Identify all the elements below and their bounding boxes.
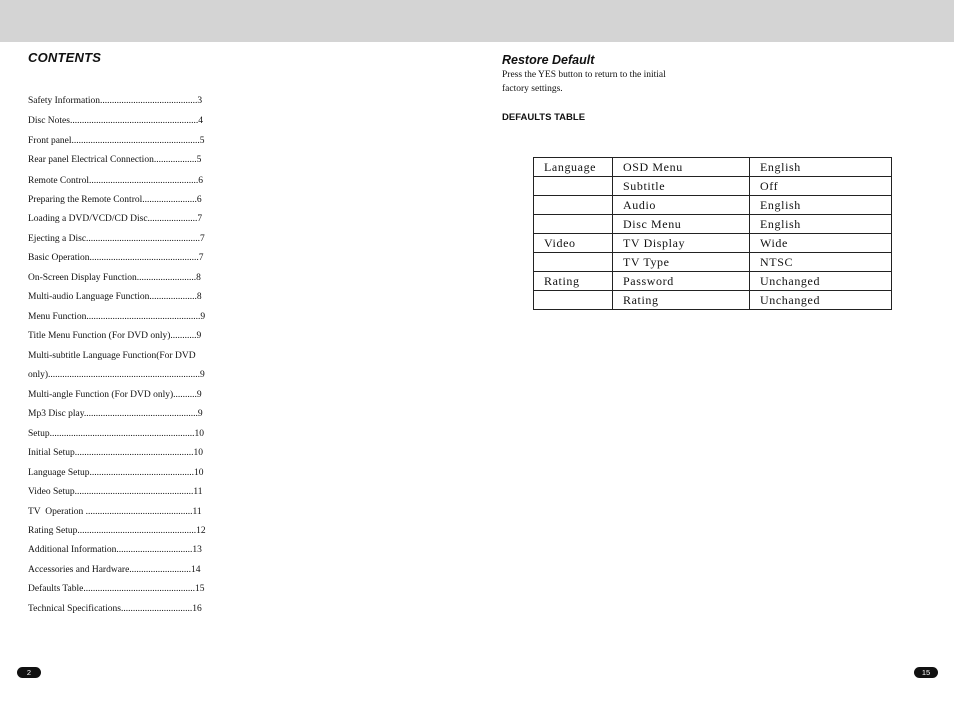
toc-entry: only)................................................................9 bbox=[28, 370, 205, 380]
toc-entry: Disc Notes......................................................4 bbox=[28, 116, 203, 126]
toc-entry: Technical Specifications..............................16 bbox=[28, 604, 202, 614]
table-cell-category: Language bbox=[534, 158, 613, 177]
toc-entry: Loading a DVD/VCD/CD Disc.....................7 bbox=[28, 214, 203, 224]
table-cell-default: Off bbox=[750, 177, 892, 196]
table-cell-item: Rating bbox=[613, 291, 750, 310]
table-cell-category bbox=[534, 253, 613, 272]
table-cell-category: Video bbox=[534, 234, 613, 253]
table-cell-category bbox=[534, 215, 613, 234]
toc-entry: Menu Function................................................9 bbox=[28, 312, 206, 322]
restore-default-text: Press the YES button to return to the initial bbox=[502, 70, 666, 80]
header-band bbox=[0, 0, 954, 42]
toc-entry: Mp3 Disc play................................................9 bbox=[28, 409, 203, 419]
toc-entry: Rear panel Electrical Connection..................5 bbox=[28, 155, 202, 165]
table-cell-item: Disc Menu bbox=[613, 215, 750, 234]
table-cell-default: Wide bbox=[750, 234, 892, 253]
toc-entry: Front panel......................................................5 bbox=[28, 136, 205, 146]
table-cell-item: Password bbox=[613, 272, 750, 291]
toc-entry: Multi-audio Language Function....................8 bbox=[28, 292, 202, 302]
toc-entry: Defaults Table...............................................15 bbox=[28, 584, 205, 594]
table-cell-default: Unchanged bbox=[750, 272, 892, 291]
toc-entry: Language Setup............................................10 bbox=[28, 468, 204, 478]
table-row bbox=[534, 196, 892, 215]
toc-entry: Initial Setup..................................................10 bbox=[28, 448, 203, 458]
table-row bbox=[534, 215, 892, 234]
toc-entry: Remote Control..............................................6 bbox=[28, 176, 203, 186]
toc-entry: Additional Information................................13 bbox=[28, 545, 202, 555]
restore-default-title: Restore Default bbox=[502, 53, 595, 67]
table-cell-default: NTSC bbox=[750, 253, 892, 272]
toc-entry: Basic Operation..............................................7 bbox=[28, 253, 204, 263]
table-cell-category: Rating bbox=[534, 272, 613, 291]
table-row bbox=[534, 253, 892, 272]
toc-entry: Video Setup..................................................11 bbox=[28, 487, 203, 497]
table-cell-item: Audio bbox=[613, 196, 750, 215]
table-cell-default: English bbox=[750, 158, 892, 177]
table-cell-item: OSD Menu bbox=[613, 158, 750, 177]
table-cell-item: TV Display bbox=[613, 234, 750, 253]
table-cell-category bbox=[534, 196, 613, 215]
table-row bbox=[534, 177, 892, 196]
toc-entry: Multi-angle Function (For DVD only)..........9 bbox=[28, 390, 202, 400]
toc-entry: Preparing the Remote Control.......................6 bbox=[28, 195, 202, 205]
defaults-table bbox=[533, 157, 892, 310]
table-row bbox=[534, 234, 892, 253]
table-cell-default: English bbox=[750, 196, 892, 215]
toc-entry: On-Screen Display Function.........................8 bbox=[28, 273, 201, 283]
table-cell-category bbox=[534, 177, 613, 196]
table-cell-item: TV Type bbox=[613, 253, 750, 272]
table-cell-category bbox=[534, 291, 613, 310]
contents-title: CONTENTS bbox=[28, 50, 102, 65]
toc-entry: Title Menu Function (For DVD only)...........9 bbox=[28, 331, 202, 341]
table-row bbox=[534, 158, 892, 177]
defaults-table-title: DEFAULTS TABLE bbox=[502, 112, 586, 123]
table-cell-item: Subtitle bbox=[613, 177, 750, 196]
toc-entry: Accessories and Hardware..........................14 bbox=[28, 565, 201, 575]
page-number-right: 15 bbox=[914, 667, 938, 678]
toc-entry: Multi-subtitle Language Function(For DVD bbox=[28, 351, 196, 361]
restore-default-text: factory settings. bbox=[502, 84, 563, 94]
toc-entry: Safety Information.........................................3 bbox=[28, 96, 203, 106]
table-cell-default: English bbox=[750, 215, 892, 234]
page-number-left: 2 bbox=[17, 667, 41, 678]
toc-entry: Rating Setup..................................................12 bbox=[28, 526, 206, 536]
toc-entry: Setup.............................................................10 bbox=[28, 429, 205, 439]
table-row bbox=[534, 272, 892, 291]
toc-entry: TV Operation .............................................11 bbox=[28, 507, 202, 517]
table-row bbox=[534, 291, 892, 310]
toc-entry: Ejecting a Disc................................................7 bbox=[28, 234, 205, 244]
table-cell-default: Unchanged bbox=[750, 291, 892, 310]
